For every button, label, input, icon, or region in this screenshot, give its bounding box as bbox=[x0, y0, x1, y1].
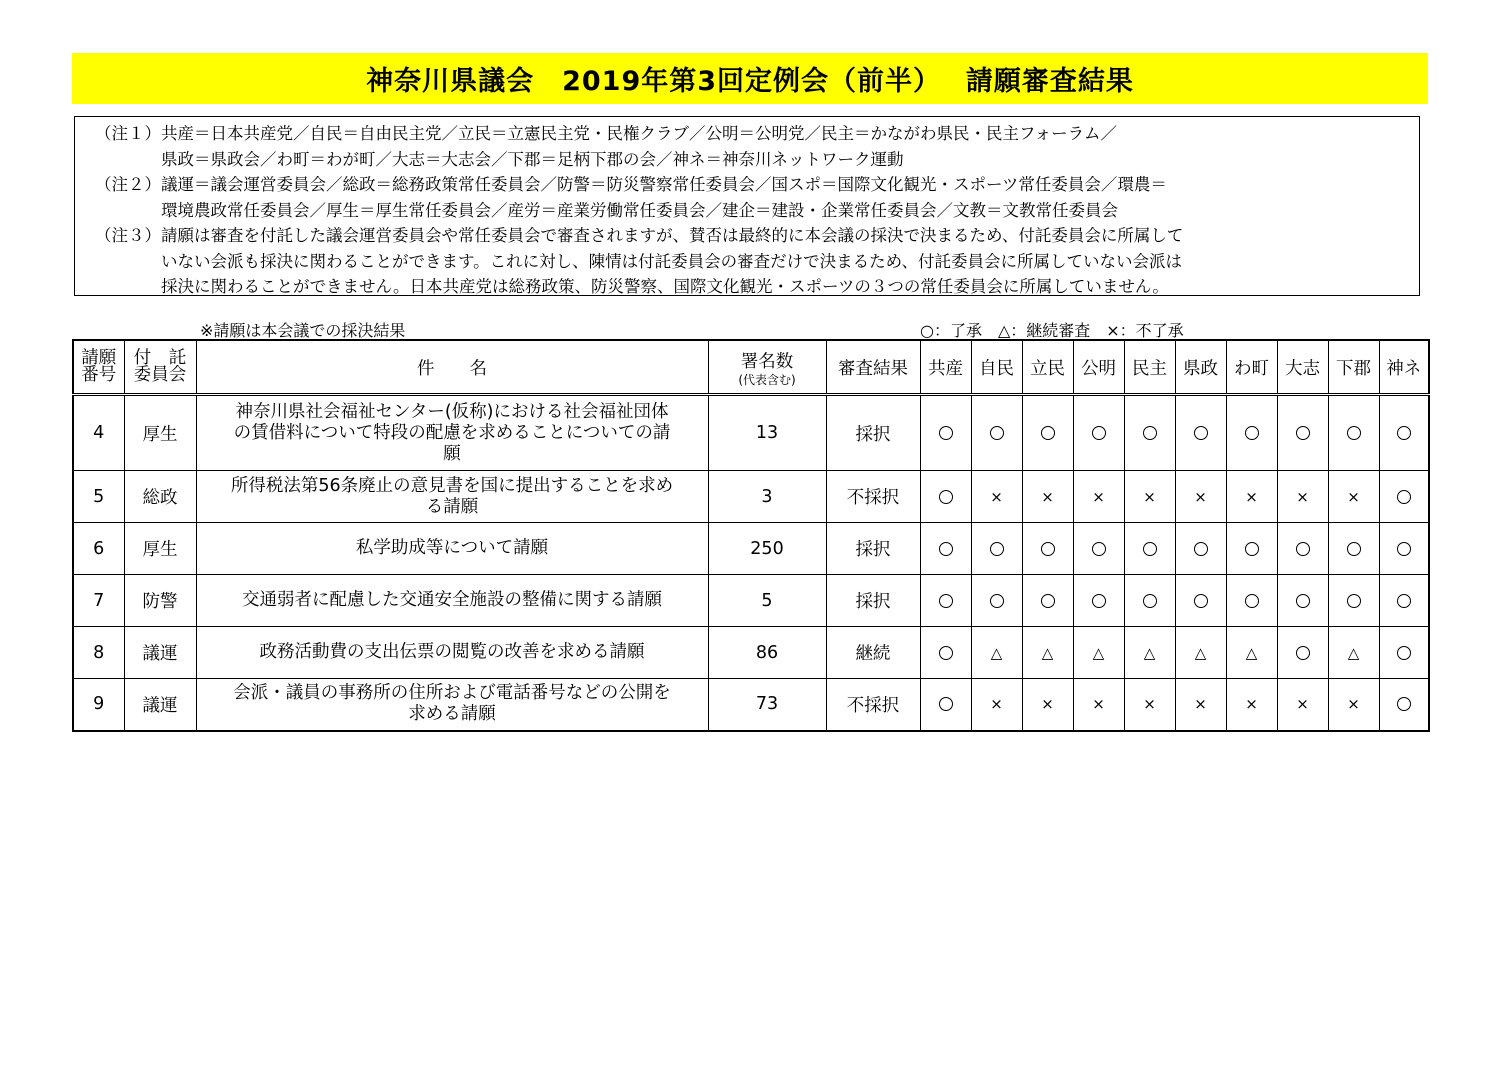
cell-vote-自民 bbox=[971, 395, 1022, 471]
cell-vote-民主 bbox=[1124, 575, 1175, 627]
triangle-mark-icon: △ bbox=[1194, 643, 1207, 662]
triangle-mark-icon: △ bbox=[1143, 643, 1156, 662]
subject-line: 政務活動費の支出伝票の閲覧の改善を求める請願 bbox=[259, 642, 645, 662]
subject-line: 願 bbox=[443, 443, 461, 464]
cell-result: 採択 bbox=[826, 523, 920, 575]
cell-number: 8 bbox=[73, 627, 124, 679]
triangle-mark-icon: △ bbox=[1092, 643, 1105, 662]
circle-mark-icon bbox=[1143, 594, 1157, 608]
cross-mark-icon: × bbox=[1245, 695, 1258, 714]
cell-committee: 厚生 bbox=[124, 523, 196, 575]
cell-vote-県政 bbox=[1175, 471, 1226, 523]
cell-number: 9 bbox=[73, 679, 124, 731]
cell-signatures: 73 bbox=[708, 679, 826, 731]
circle-mark-icon bbox=[1296, 542, 1310, 556]
circle-mark-icon bbox=[1296, 426, 1310, 440]
cell-result: 不採択 bbox=[826, 679, 920, 731]
circle-mark-icon bbox=[939, 646, 953, 660]
header-party-4: 公明 bbox=[1073, 340, 1124, 395]
cell-vote-共産 bbox=[920, 523, 971, 575]
cell-committee: 総政 bbox=[124, 471, 196, 523]
header-signatures bbox=[708, 340, 826, 395]
header-committee-line1: 付 託 bbox=[133, 348, 187, 368]
cross-mark-icon: × bbox=[1296, 695, 1309, 714]
cell-vote-わ町 bbox=[1226, 575, 1277, 627]
circle-mark-icon bbox=[1092, 542, 1106, 556]
cell-vote-公明 bbox=[1073, 523, 1124, 575]
header-number-line1: 請願 bbox=[81, 348, 117, 368]
cell-vote-神ネ bbox=[1379, 575, 1429, 627]
note-line: 請願は審査を付託した議会運営委員会や常任委員会で審査されますが、賛否は最終的に本会議の採決で決まるため、付託委員会に所属して bbox=[161, 226, 1184, 245]
header-party-7: わ町 bbox=[1226, 340, 1277, 395]
cell-vote-大志 bbox=[1277, 627, 1328, 679]
table-row bbox=[73, 471, 1429, 523]
circle-mark-icon bbox=[990, 426, 1004, 440]
cell-subject bbox=[196, 395, 708, 471]
header-party-3: 立民 bbox=[1022, 340, 1073, 395]
cell-number: 7 bbox=[73, 575, 124, 627]
cell-vote-共産 bbox=[920, 575, 971, 627]
note-line: いない会派も採決に関わることができます。これに対し、陳情は付託委員会の審査だけで決まるため、付託委員会に所属していない会派は bbox=[161, 251, 1183, 271]
circle-mark-icon bbox=[939, 594, 953, 608]
table-body bbox=[73, 395, 1429, 731]
cell-signatures: 86 bbox=[708, 627, 826, 679]
cell-subject bbox=[196, 575, 708, 627]
cell-vote-神ネ bbox=[1379, 395, 1429, 471]
table-header-row bbox=[73, 340, 1429, 395]
header-party-5: 民主 bbox=[1124, 340, 1175, 395]
cell-vote-民主 bbox=[1124, 523, 1175, 575]
header-party-1: 共産 bbox=[920, 340, 971, 395]
circle-mark-icon bbox=[1143, 426, 1157, 440]
circle-mark-icon bbox=[1143, 542, 1157, 556]
circle-mark-icon bbox=[1347, 594, 1361, 608]
note-line: 議運＝議会運営委員会／総政＝総務政策常任委員会／防警＝防災警察常任委員会／国スポ＝国際文化観光・スポーツ常任委員会／環農＝ bbox=[161, 175, 1167, 194]
circle-mark-icon bbox=[1092, 426, 1106, 440]
cell-vote-わ町 bbox=[1226, 471, 1277, 523]
cell-vote-わ町 bbox=[1226, 679, 1277, 731]
cross-mark-icon: × bbox=[1143, 487, 1156, 506]
note-2 bbox=[75, 172, 1419, 223]
table-row bbox=[73, 679, 1429, 731]
cell-vote-民主 bbox=[1124, 395, 1175, 471]
cell-vote-自民 bbox=[971, 627, 1022, 679]
cell-vote-民主 bbox=[1124, 627, 1175, 679]
cell-vote-神ネ bbox=[1379, 523, 1429, 575]
cell-committee: 議運 bbox=[124, 679, 196, 731]
cell-subject bbox=[196, 523, 708, 575]
note-1 bbox=[75, 121, 1419, 172]
header-party-9: 下郡 bbox=[1328, 340, 1379, 395]
cell-vote-わ町 bbox=[1226, 395, 1277, 471]
header-subject: 件 名 bbox=[196, 340, 708, 395]
circle-mark-icon bbox=[1397, 542, 1411, 556]
cross-mark-icon: × bbox=[1194, 487, 1207, 506]
subject-line: 交通弱者に配慮した交通安全施設の整備に関する請願 bbox=[242, 590, 662, 610]
circle-mark-icon bbox=[1397, 697, 1411, 711]
cell-vote-わ町 bbox=[1226, 523, 1277, 575]
note-line: 共産＝日本共産党／自民＝自由民主党／立民＝立憲民主党・民権クラブ／公明＝公明党／民主＝かながわ県民・民主フォーラム／ bbox=[161, 124, 1118, 143]
header-party-2: 自民 bbox=[971, 340, 1022, 395]
cell-vote-共産 bbox=[920, 679, 971, 731]
cell-vote-公明 bbox=[1073, 575, 1124, 627]
circle-mark-icon bbox=[939, 490, 953, 504]
cell-signatures: 13 bbox=[708, 395, 826, 471]
cell-vote-下郡 bbox=[1328, 575, 1379, 627]
cell-signatures: 250 bbox=[708, 523, 826, 575]
cell-vote-自民 bbox=[971, 471, 1022, 523]
cell-vote-神ネ bbox=[1379, 471, 1429, 523]
cell-vote-立民 bbox=[1022, 471, 1073, 523]
cross-mark-icon: × bbox=[990, 487, 1003, 506]
cross-mark-icon: × bbox=[1092, 487, 1105, 506]
cell-vote-神ネ bbox=[1379, 627, 1429, 679]
header-party-8: 大志 bbox=[1277, 340, 1328, 395]
triangle-mark-icon: △ bbox=[990, 643, 1003, 662]
circle-mark-icon bbox=[1296, 646, 1310, 660]
note-line: 環境農政常任委員会／厚生＝厚生常任委員会／産労＝産業労働常任委員会／建企＝建設・企業常任委員会／文教＝文教常任委員会 bbox=[161, 200, 1118, 220]
circle-mark-icon bbox=[1245, 426, 1259, 440]
vote-basis-note: ※請願は本会議での採決結果 bbox=[200, 321, 406, 340]
cell-vote-自民 bbox=[971, 575, 1022, 627]
circle-mark-icon bbox=[1092, 594, 1106, 608]
cell-vote-公明 bbox=[1073, 395, 1124, 471]
header-signatures-sub: (代表含む) bbox=[738, 372, 796, 387]
page-title: 神奈川県議会 2019年第3回定例会（前半） 請願審査結果 bbox=[72, 53, 1428, 104]
subject-line: 私学助成等について請願 bbox=[355, 538, 549, 558]
circle-mark-icon bbox=[939, 426, 953, 440]
notes-box bbox=[74, 116, 1420, 296]
cross-mark-icon: × bbox=[1245, 487, 1258, 506]
header-committee-line2: 委員会 bbox=[133, 365, 187, 385]
circle-mark-icon bbox=[990, 594, 1004, 608]
cell-subject bbox=[196, 471, 708, 523]
subject-line: 求める請願 bbox=[408, 704, 496, 725]
table-row bbox=[73, 575, 1429, 627]
cross-mark-icon: × bbox=[1092, 695, 1105, 714]
circle-mark-icon bbox=[1194, 426, 1208, 440]
circle-mark-icon bbox=[1397, 426, 1411, 440]
table-caption bbox=[72, 318, 1428, 338]
header-result: 審査結果 bbox=[826, 340, 920, 395]
cell-vote-公明 bbox=[1073, 627, 1124, 679]
subject-line: る請願 bbox=[425, 496, 479, 517]
circle-mark-icon bbox=[939, 697, 953, 711]
table-row bbox=[73, 395, 1429, 471]
cell-vote-わ町 bbox=[1226, 627, 1277, 679]
cell-committee: 議運 bbox=[124, 627, 196, 679]
cell-vote-立民 bbox=[1022, 523, 1073, 575]
cell-subject bbox=[196, 627, 708, 679]
cell-vote-共産 bbox=[920, 627, 971, 679]
cross-mark-icon: × bbox=[990, 695, 1003, 714]
circle-mark-icon bbox=[939, 542, 953, 556]
cell-signatures: 5 bbox=[708, 575, 826, 627]
cell-committee: 厚生 bbox=[124, 395, 196, 471]
cell-result: 採択 bbox=[826, 395, 920, 471]
header-number-line2: 番号 bbox=[81, 365, 117, 385]
circle-mark-icon bbox=[1245, 542, 1259, 556]
cell-vote-立民 bbox=[1022, 395, 1073, 471]
circle-mark-icon bbox=[1397, 594, 1411, 608]
note-label: （注３） bbox=[95, 226, 161, 245]
cell-vote-立民 bbox=[1022, 627, 1073, 679]
cross-mark-icon: × bbox=[1143, 695, 1156, 714]
cross-mark-icon: × bbox=[1347, 487, 1360, 506]
cell-vote-下郡 bbox=[1328, 395, 1379, 471]
note-3 bbox=[75, 223, 1419, 300]
cell-signatures: 3 bbox=[708, 471, 826, 523]
cell-result: 継続 bbox=[826, 627, 920, 679]
header-party-10: 神ネ bbox=[1379, 340, 1429, 395]
cell-vote-公明 bbox=[1073, 679, 1124, 731]
circle-mark-icon bbox=[1296, 594, 1310, 608]
cell-vote-共産 bbox=[920, 471, 971, 523]
cell-vote-共産 bbox=[920, 395, 971, 471]
circle-mark-icon bbox=[1397, 490, 1411, 504]
note-text bbox=[161, 223, 1419, 300]
note-label: （注１） bbox=[95, 124, 161, 143]
cell-result: 採択 bbox=[826, 575, 920, 627]
cell-committee: 防警 bbox=[124, 575, 196, 627]
cell-vote-下郡 bbox=[1328, 523, 1379, 575]
cell-vote-民主 bbox=[1124, 471, 1175, 523]
cross-mark-icon: × bbox=[1347, 695, 1360, 714]
cell-vote-県政 bbox=[1175, 395, 1226, 471]
header-signatures-label: 署名数 bbox=[740, 351, 794, 372]
cell-vote-大志 bbox=[1277, 575, 1328, 627]
table-row bbox=[73, 627, 1429, 679]
cell-vote-大志 bbox=[1277, 395, 1328, 471]
legend: ○：了承 △：継続審査 ×：不了承 bbox=[920, 321, 1184, 340]
circle-mark-icon bbox=[1245, 594, 1259, 608]
cell-vote-下郡 bbox=[1328, 627, 1379, 679]
cell-vote-立民 bbox=[1022, 575, 1073, 627]
cell-vote-民主 bbox=[1124, 679, 1175, 731]
cross-mark-icon: × bbox=[1194, 695, 1207, 714]
cell-number: 6 bbox=[73, 523, 124, 575]
header-party-6: 県政 bbox=[1175, 340, 1226, 395]
header-committee bbox=[124, 340, 196, 395]
note-label: （注２） bbox=[95, 175, 161, 194]
petition-results-table bbox=[72, 339, 1430, 732]
cell-vote-県政 bbox=[1175, 627, 1226, 679]
cell-result: 不採択 bbox=[826, 471, 920, 523]
note-text bbox=[161, 172, 1419, 223]
cell-vote-自民 bbox=[971, 679, 1022, 731]
triangle-mark-icon: △ bbox=[1041, 643, 1054, 662]
circle-mark-icon bbox=[1041, 594, 1055, 608]
header-number bbox=[73, 340, 124, 395]
cell-vote-大志 bbox=[1277, 679, 1328, 731]
cross-mark-icon: × bbox=[1041, 487, 1054, 506]
cell-vote-県政 bbox=[1175, 679, 1226, 731]
triangle-mark-icon: △ bbox=[1245, 643, 1258, 662]
circle-mark-icon bbox=[1347, 542, 1361, 556]
circle-mark-icon bbox=[1397, 646, 1411, 660]
subject-line: 神奈川県社会福祉センター(仮称)における社会福祉団体 bbox=[235, 401, 669, 422]
subject-line: 所得税法第56条廃止の意見書を国に提出することを求め bbox=[230, 475, 674, 496]
cell-number: 5 bbox=[73, 471, 124, 523]
cell-vote-県政 bbox=[1175, 575, 1226, 627]
note-line: 県政＝県政会／わ町＝わが町／大志＝大志会／下郡＝足柄下郡の会／神ネ＝神奈川ネットワーク運動 bbox=[161, 149, 904, 169]
cross-mark-icon: × bbox=[1041, 695, 1054, 714]
circle-mark-icon bbox=[1194, 594, 1208, 608]
cell-vote-大志 bbox=[1277, 471, 1328, 523]
cell-vote-下郡 bbox=[1328, 471, 1379, 523]
cell-vote-下郡 bbox=[1328, 679, 1379, 731]
triangle-mark-icon: △ bbox=[1347, 643, 1360, 662]
note-text bbox=[161, 121, 1419, 172]
circle-mark-icon bbox=[1041, 542, 1055, 556]
circle-mark-icon bbox=[1041, 426, 1055, 440]
subject-line: の賃借料について特段の配慮を求めることについての請 bbox=[233, 422, 671, 443]
cell-vote-大志 bbox=[1277, 523, 1328, 575]
cell-vote-神ネ bbox=[1379, 679, 1429, 731]
cell-vote-公明 bbox=[1073, 471, 1124, 523]
circle-mark-icon bbox=[990, 542, 1004, 556]
cell-vote-県政 bbox=[1175, 523, 1226, 575]
cell-vote-自民 bbox=[971, 523, 1022, 575]
cell-number: 4 bbox=[73, 395, 124, 471]
circle-mark-icon bbox=[1194, 542, 1208, 556]
cell-vote-立民 bbox=[1022, 679, 1073, 731]
table-row bbox=[73, 523, 1429, 575]
cell-subject bbox=[196, 679, 708, 731]
subject-line: 会派・議員の事務所の住所および電話番号などの公開を bbox=[233, 683, 671, 704]
circle-mark-icon bbox=[1347, 426, 1361, 440]
note-line: 採決に関わることができません。日本共産党は総務政策、防災警察、国際文化観光・スポーツの３つの常任委員会に所属していません。 bbox=[161, 277, 1169, 296]
cross-mark-icon: × bbox=[1296, 487, 1309, 506]
